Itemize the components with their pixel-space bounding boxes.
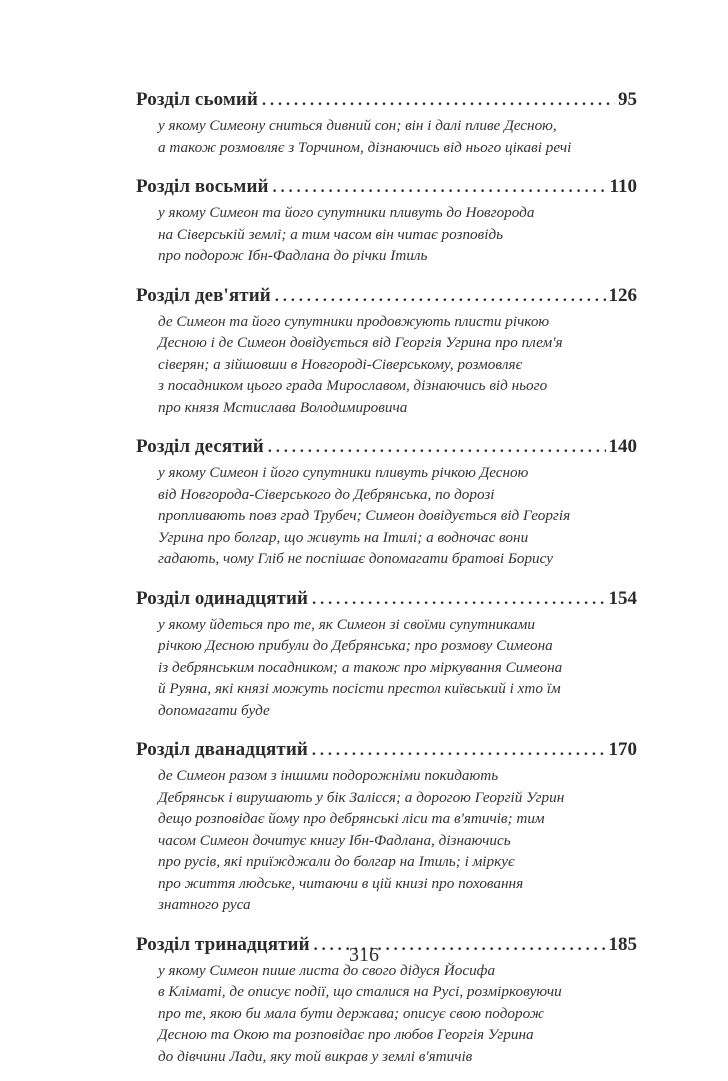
chapter-page-number: 110 (609, 176, 637, 197)
chapter-title: Розділ дванадцятий (136, 739, 308, 760)
description-line: в Кліматі, де описує події, що сталися на Русі, розмірковуючи (158, 983, 562, 1000)
description-line: Дебрянськ і вирушають у бік Залісся; а дорогою Георгій Угрин (158, 788, 565, 806)
toc-entry (136, 584, 637, 722)
chapter-title: Розділ дев'ятий (136, 284, 271, 306)
description-line: з посадником цього града Мирославом, дізнаючись від нього (158, 377, 548, 394)
chapter-title: Розділ одинадцятий (136, 587, 309, 609)
dot-leader (312, 585, 605, 615)
chapter-page-number: 95 (618, 89, 637, 110)
chapter-title: Розділ восьмий (136, 176, 269, 197)
description-line: про те, якою би мала бути держава; описує свою подорож (158, 1004, 544, 1022)
toc-heading (136, 172, 637, 202)
chapter-page-number: 140 (608, 436, 637, 457)
chapter-page-number: 170 (608, 739, 637, 760)
chapter-page-number: 126 (608, 284, 637, 306)
description-line: знатного руса (158, 896, 251, 913)
toc-entry (136, 172, 637, 267)
description-line: Десною та Окою та розповідає про любов Георгія Угрина (158, 1026, 534, 1043)
description-line: Угрина про болгар, що живуть на Ітилі; а водночас вони (158, 528, 529, 546)
dot-leader (268, 433, 606, 463)
chapter-description (136, 960, 637, 1068)
toc-entry (136, 432, 637, 570)
description-line: у якому Симеон пише листа до свого дідуся Йосифа (158, 961, 496, 979)
description-line: часом Симеон дочитує книгу Ібн-Фадлана, дізнаючись (158, 831, 511, 849)
toc-entry (136, 85, 637, 158)
toc-heading (136, 584, 637, 614)
description-line: річкою Десною прибули до Дебрянська; про розмову Симеона (158, 637, 553, 654)
dot-leader (312, 736, 606, 766)
description-line: гадають, чому Гліб не поспішає допомагати братові Борису (158, 550, 554, 567)
description-line: де Симеон разом з іншими подорожніми покидають (158, 767, 499, 784)
description-line: до дівчини Лади, яку той викрав у землі в'ятичів (158, 1047, 473, 1065)
chapter-description (136, 311, 637, 419)
toc-heading (136, 85, 637, 115)
chapter-description (136, 115, 637, 158)
chapter-title: Розділ десятий (136, 436, 264, 457)
toc-heading (136, 735, 637, 765)
description-line: Десною і де Симеон довідується від Георгія Угрина про плем'я (158, 334, 563, 351)
chapter-description (136, 765, 637, 916)
chapter-title: Розділ тринадцятий (136, 933, 310, 955)
description-line: й Руяна, які князі можуть посісти престол київський і хто їм (158, 680, 561, 697)
description-line: про князя Мстислава Володимировича (158, 398, 408, 416)
toc-heading (136, 281, 637, 311)
dot-leader (275, 282, 606, 312)
toc-entry (136, 735, 637, 916)
description-line: пропливають повз град Трубеч; Симеон довідується від Георгія (158, 507, 571, 524)
description-line: у якому Симеон і його супутники пливуть річкою Десною (158, 464, 529, 481)
chapter-description (136, 614, 637, 722)
page-number: 316 (349, 944, 379, 966)
description-line: дещо розповідає йому про дебрянські ліси та в'ятичів; тим (158, 810, 545, 827)
description-line: про життя людське, читаючи в цій книзі про поховання (158, 874, 524, 892)
toc-entry (136, 281, 637, 419)
description-line: із дебрянським посадником; а також про міркування Симеона (158, 658, 563, 676)
description-line: а також розмовляє з Торчином, дізнаючись від нього цікаві речі (158, 138, 572, 156)
chapter-description (136, 202, 637, 267)
description-line: від Новгорода-Сіверського до Дебрянська, по дорозі (158, 485, 495, 503)
dot-leader (262, 86, 615, 116)
chapter-description (136, 462, 637, 570)
toc-heading (136, 432, 637, 462)
description-line: де Симеон та його супутники продовжують плисти річкою (158, 312, 550, 330)
chapter-title: Розділ сьомий (136, 89, 258, 110)
description-line: на Сіверській землі; а тим часом він читає розповідь (158, 225, 504, 243)
description-line: у якому йдеться про те, як Симеон зі своїми супутниками (158, 615, 535, 633)
table-of-contents (136, 85, 637, 1081)
chapter-page-number: 154 (608, 587, 637, 609)
description-line: у якому Симеон та його супутники пливуть до Новгорода (158, 204, 535, 221)
description-line: про подорож Ібн-Фадлана до річки Ітиль (158, 247, 428, 264)
description-line: у якому Симеону сниться дивний сон; він і далі пливе Десною, (158, 117, 557, 134)
description-line: допомагати буде (158, 701, 270, 719)
description-line: про русів, які приїжджали до болгар на Ітиль; і міркує (158, 853, 515, 870)
dot-leader (273, 173, 607, 203)
description-line: сіверян; а зійшовши в Новгороді-Сіверському, розмовляє (158, 355, 523, 373)
chapter-page-number: 185 (608, 933, 637, 955)
